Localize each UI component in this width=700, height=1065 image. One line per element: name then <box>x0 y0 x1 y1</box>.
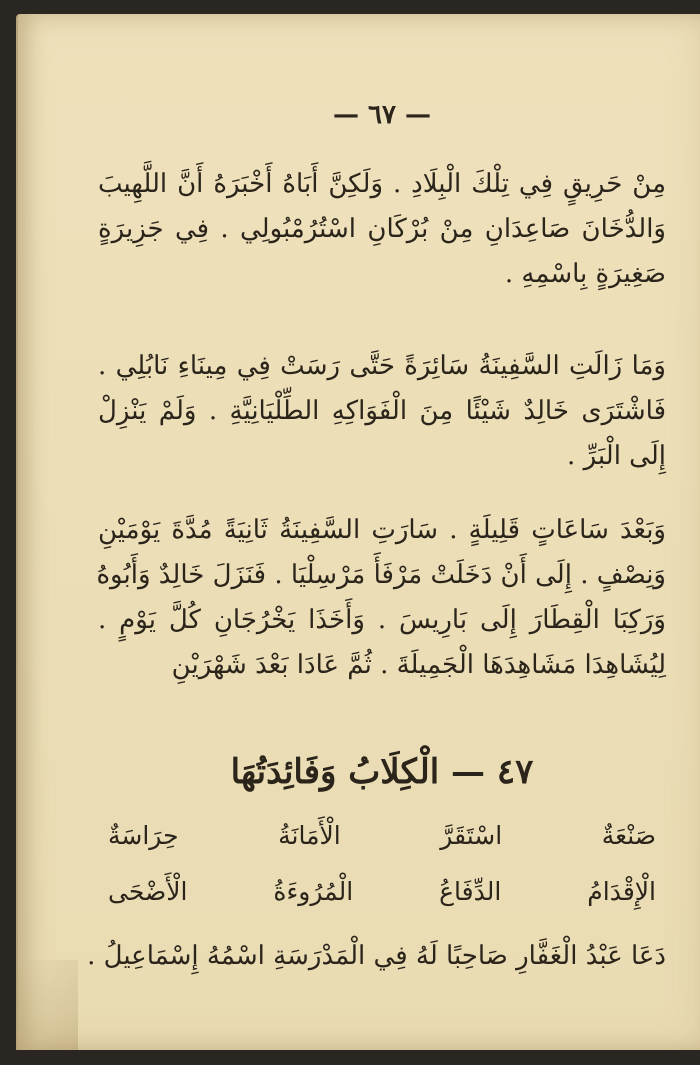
book-page <box>16 14 700 1050</box>
paragraph-1 <box>98 162 666 297</box>
paragraph-line: لِيُشَاهِدَا مَشَاهِدَهَا الْجَمِيلَةَ . ثُمَّ عَادَا بَعْدَ شَهْرَيْنِ <box>171 650 666 680</box>
paragraph-line: وَرَكِبَا الْقِطَارَ إِلَى بَارِيسَ . وَأَخَذَا يَخْرُجَانِ كُلَّ يَوْمٍ . <box>98 605 666 635</box>
paragraph-line: إِلَى الْبَرِّ . <box>567 441 666 471</box>
vocabulary-word: حِرَاسَةٌ <box>108 821 179 850</box>
vocabulary-row-2 <box>98 872 666 912</box>
vocabulary-word: الدِّفَاعُ <box>439 877 502 906</box>
paragraph-line: وَبَعْدَ سَاعَاتٍ قَلِيلَةٍ . سَارَتِ السَّفِينَةُ ثَانِيَةً مُدَّةَ يَوْمَيْنِ <box>98 515 666 545</box>
vocabulary-word: الْمُرُوءَةُ <box>273 877 354 906</box>
page-number: — ٦٧ — <box>332 100 432 130</box>
vocabulary-word: الْأَضْحَى <box>108 877 188 906</box>
paragraph-2 <box>98 344 666 479</box>
paragraph-line: مِنْ حَرِيقٍ فِي تِلْكَ الْبِلَادِ . وَلَكِنَّ أَبَاهُ أَخْبَرَهُ أَنَّ اللَّهِيبَ <box>98 169 666 199</box>
paragraph-3 <box>98 508 666 688</box>
vocabulary-row-1 <box>98 816 666 856</box>
paragraph-line: وَنِصْفٍ . إِلَى أَنْ دَخَلَتْ مَرْفَأَ مَرْسِلْيَا . فَنَزَلَ خَالِدٌ وَأَبُوهُ <box>96 560 666 590</box>
paragraph-line: وَمَا زَالَتِ السَّفِينَةُ سَائِرَةً حَتَّى رَسَتْ فِي مِينَاءِ نَابُلِي . <box>98 351 666 381</box>
lesson-heading: ٤٧ — الْكِلَابُ وَفَائِدَتُهَا <box>230 752 534 792</box>
paragraph-line: صَغِيرَةٍ بِاسْمِهِ . <box>504 259 666 289</box>
paragraph-line: فَاشْتَرَى خَالِدٌ شَيْئًا مِنَ الْفَوَاكِهِ الطِّلْيَانِيَّةِ . وَلَمْ يَنْزِلْ <box>98 396 666 426</box>
lesson-first-line: دَعَا عَبْدُ الْغَفَّارِ صَاحِبًا لَهُ فِي الْمَدْرَسَةِ اسْمُهُ إِسْمَاعِيلُ . <box>87 941 666 971</box>
vocabulary-word: اسْتَقَرَّ <box>440 821 503 850</box>
vocabulary-word: صَنْعَةٌ <box>601 821 656 850</box>
vocabulary-word: الْأَمَانَةُ <box>278 821 341 850</box>
paragraph-line: وَالدُّخَانَ صَاعِدَانِ مِنْ بُرْكَانِ اسْتُرُمْبُولِي . فِي جَزِيرَةٍ <box>98 214 666 244</box>
vocabulary-word: الْإِقْدَامُ <box>587 877 656 906</box>
